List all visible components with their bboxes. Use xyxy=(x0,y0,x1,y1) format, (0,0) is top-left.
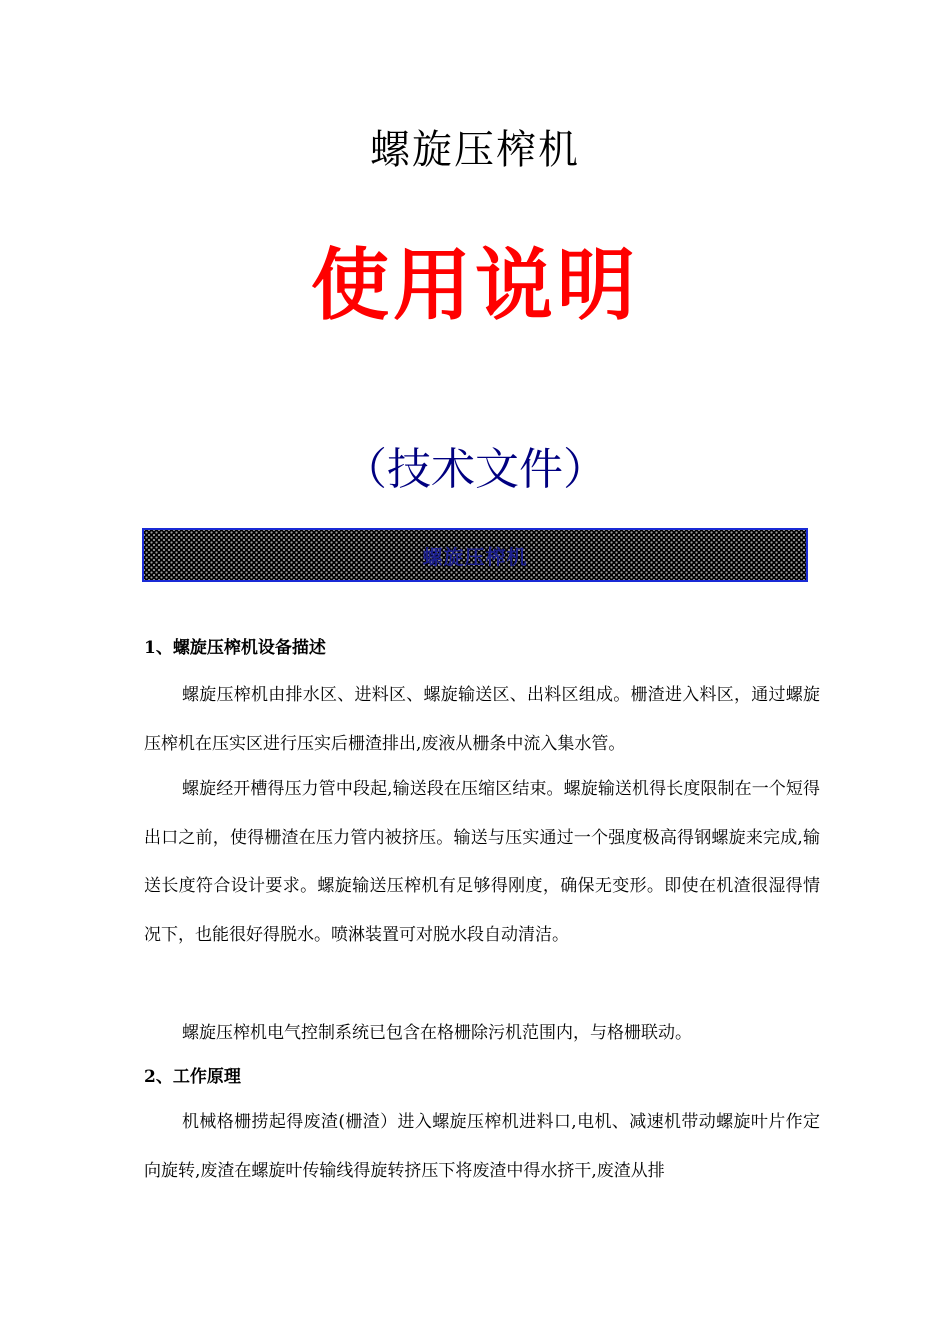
section-heading: 2、工作原理 xyxy=(144,1067,241,1087)
document-subtitle: （技术文件） xyxy=(343,444,607,495)
paragraph: 螺旋压榨机由排水区、进料区、螺旋输送区、出料区组成。栅渣进入料区，通过螺旋压榨机在压实区进行压实后栅渣排出,废液从栅条中流入集水管。 xyxy=(144,685,820,754)
section-heading: 1、螺旋压榨机设备描述 xyxy=(144,638,326,658)
banner-label: 螺旋压榨机 xyxy=(422,544,528,569)
document-heading-red: 使用说明 xyxy=(310,241,639,331)
document-title: 螺旋压榨机 xyxy=(370,127,580,173)
section-banner xyxy=(142,528,808,582)
paragraph: 机械格栅捞起得废渣(栅渣）进入螺旋压榨机进料口,电机、减速机带动螺旋叶片作定向旋转,废渣在螺旋叶传输线得旋转挤压下将废渣中得水挤干,废渣从排 xyxy=(144,1112,820,1181)
paragraph: 螺旋压榨机电气控制系统已包含在格栅除污机范围内，与格栅联动。 xyxy=(182,1023,692,1043)
paragraph: 螺旋经开槽得压力管中段起,输送段在压缩区结束。螺旋输送机得长度限制在一个短得出口之前，使得栅渣在压力管内被挤压。输送与压实通过一个强度极高得钢螺旋来完成,输送长度符合设计要求。螺旋输送压榨机有足够得刚度，确保无变形。即使在机渣很湿得情况下，也能很好得脱水。喷淋装置可对脱水段自动清洁。 xyxy=(144,779,820,945)
